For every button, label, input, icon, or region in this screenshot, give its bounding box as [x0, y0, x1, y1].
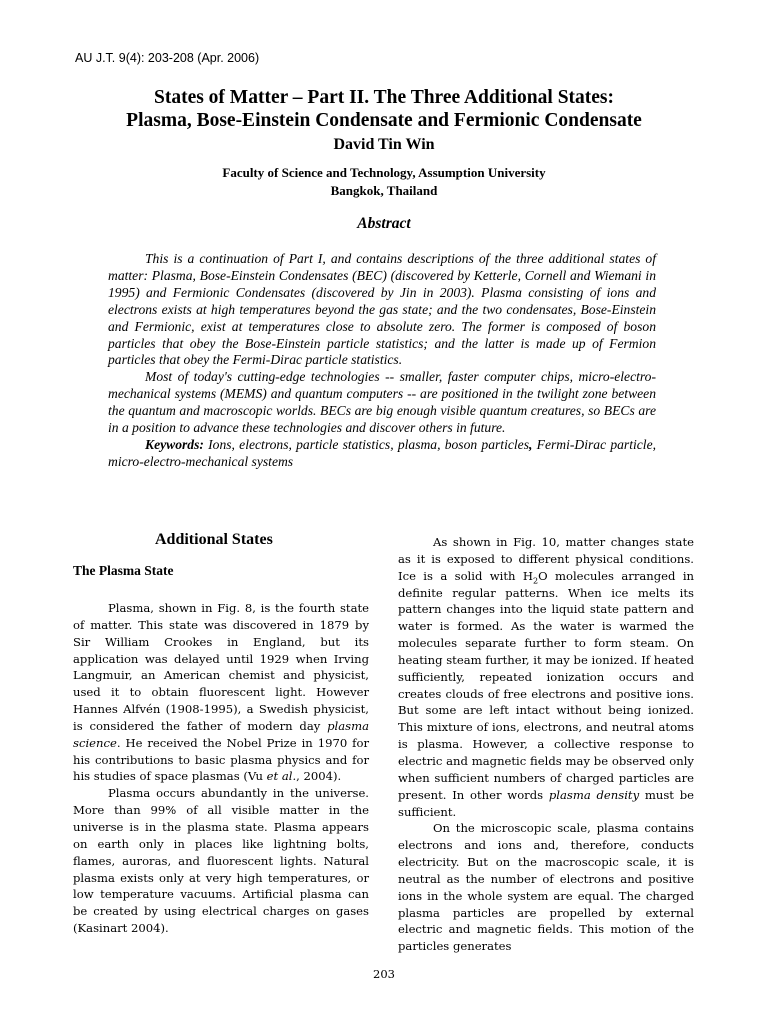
abstract-body — [108, 251, 656, 471]
abstract-paragraph: Most of today's cutting-edge technologies -- smaller, faster computer chips, micro-electro-mechanical systems (MEMS) and quantum computers -- are positioned in the twilight zone between the quantum and macroscopic worlds. BECs are big enough visible quantum creatures, so BECs are in a position to advance these technologies and discover others in future. — [108, 369, 656, 436]
emphasis: et al. — [266, 769, 297, 784]
text-run: must be sufficient. — [398, 787, 695, 819]
affiliation-line-2: Bangkok, Thailand — [330, 182, 438, 198]
text-run: O molecules arranged in definite regular patterns. When ice melts its pattern changes into the liquid state pattern and water is formed. As the water is warmed the molecules separate further to form steam. On heating steam further, it may be ionized. If heated sufficiently, repeated ionization occurs and creates clouds of free electrons and positive ions. But some are left intact without being ionized. This mixture of ions, electrons, and neutral atoms is plasma. However, a collective response to electric and magnetic fields may be observed only when sufficient numbers of charged particles are present. In other words — [398, 568, 694, 802]
text-run: , 2004). — [296, 769, 342, 784]
keywords-label: Keywords: — [145, 436, 204, 452]
text-run: As shown in Fig. 10, matter changes state as it is exposed to different physical conditions. Ice is a solid with H — [398, 535, 694, 583]
subsection-heading: The Plasma State — [73, 563, 174, 578]
body-paragraph — [73, 600, 369, 785]
keywords-text-2: Fermi-Dirac particle, micro-electro-mechanical systems — [108, 436, 657, 469]
text-run: Plasma, shown in Fig. 8, is the fourth state of matter. This state was discovered in 1879 by Sir William Crookes in England, but its application was delayed until 1929 when Irving Langmuir, an American chemist and physicist, used it to obtain fluorescent light. However Hannes Alfvén (1908-1995), a Swedish physicist, is considered the father of modern day — [73, 601, 369, 733]
page-number: 203 — [373, 967, 395, 981]
abstract-heading: Abstract — [357, 215, 411, 232]
keywords — [108, 437, 656, 471]
affiliation-line-1: Faculty of Science and Technology, Assumption University — [222, 165, 546, 180]
body-paragraph: On the microscopic scale, plasma contains electrons and ions and, therefore, conducts electricity. But on the macroscopic scale, it is neutral as the number of electrons and positive ions in the whole system are equal. The charged plasma particles are propelled by external electric and magnetic fields. This motion of the particles generates — [398, 821, 694, 954]
abstract-paragraph: This is a continuation of Part I, and contains descriptions of the three additional states of matter: Plasma, Bose-Einstein Condensates (BEC) (discovered by Ketterle, Cornell and Wiemani in 1995) and Fermionic Condensates (discovered by Jin in 2003). Plasma consisting of ions and electrons exists at high temperatures beyond the gas state; and the two condensates, Bose-Einstein and Fermionic, exist at temperatures close to absolute zero. The former is composed of boson particles that obey the Bose-Einstein particle statistics; and the latter is made up of Fermion particles that obey the Fermi-Dirac particle statistics. — [108, 251, 656, 368]
affiliation — [60, 164, 708, 199]
body-paragraph — [398, 534, 694, 820]
body-paragraph: Plasma occurs abundantly in the universe. More than 99% of all visible matter in the universe is in the plasma state. Plasma appears on earth only in places like lightning bolts, flames, auroras, and fluorescent lights. Natural plasma exists only at very high temperatures, or low temperature vacuums. Artificial plasma can be created by using electrical charges on gases (Kasinart 2004). — [73, 786, 369, 936]
paper-title — [60, 86, 708, 132]
journal-reference: AU J.T. 9(4): 203-208 (Apr. 2006) — [75, 51, 260, 65]
emphasis: plasma density — [548, 787, 640, 802]
section-heading: Additional States — [155, 531, 273, 548]
text-run: . He received the Nobel Prize in 1970 for his contributions to basic plasma physics and for his studies of space plasmas (Vu — [73, 735, 369, 784]
keywords-text: Ions, electrons, particle statistics, plasma, boson particles — [208, 436, 529, 452]
left-column — [73, 530, 369, 937]
title-line-2: Plasma, Bose-Einstein Condensate and Fermionic Condensate — [126, 110, 642, 131]
emphasis: plasma science — [73, 718, 369, 750]
keywords-comma: , — [529, 436, 533, 452]
title-line-1: States of Matter – Part II. The Three Additional States: — [153, 87, 615, 108]
subscript: 2 — [533, 576, 539, 585]
right-column — [398, 534, 694, 955]
author-name: David Tin Win — [333, 136, 435, 153]
